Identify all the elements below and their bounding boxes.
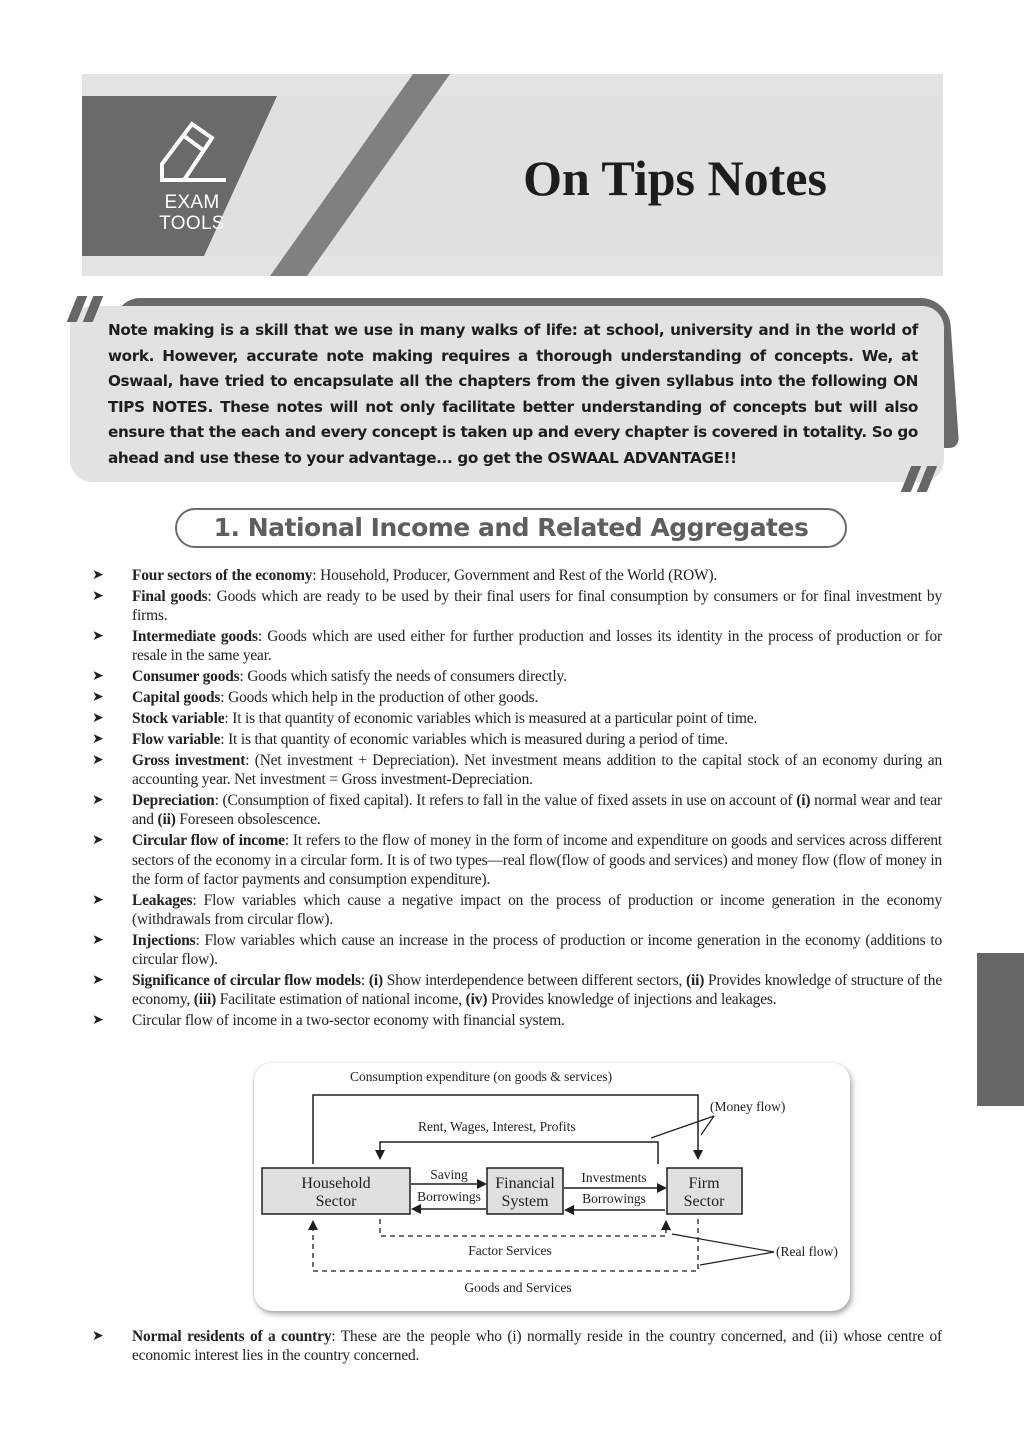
arrowhead-bullet-icon: ➤ <box>92 892 104 908</box>
term: Flow variable <box>132 730 221 748</box>
circular-flow-diagram <box>254 1063 850 1311</box>
definition: : Goods which are used either for further production and losses its identity in the process of production or for resale in the same year. <box>132 628 942 665</box>
exam-tools-badge <box>150 192 234 234</box>
definition: : (Consumption of fixed capital). It refers to fall in the value of fixed assets in use on account of <box>214 792 797 810</box>
chapter-heading <box>175 508 847 548</box>
household-label-2: Sector <box>315 1193 357 1210</box>
definition: Show interdependence between different sectors, <box>382 972 687 990</box>
saving-label: Saving <box>430 1167 468 1182</box>
arrowhead-bullet-icon: ➤ <box>92 711 104 727</box>
definition: Facilitate estimation of national income, <box>216 991 466 1009</box>
term: Depreciation <box>132 792 215 810</box>
definition: : It refers to the flow of money in the form of income and expenditure on goods and services across different sectors of the economy in a circular form. It is of two types—real flow(flow of goods and services) and money flow (flow of money in the form of factor payments and consumption expenditure). <box>132 832 942 888</box>
arrowhead-bullet-icon: ➤ <box>92 669 104 685</box>
definition: : It is that quantity of economic variables which is measured at a particular point of time. <box>224 710 758 728</box>
financial-label-2: System <box>501 1193 549 1210</box>
enum-marker: (iv) <box>465 991 488 1009</box>
arrowhead-bullet-icon: ➤ <box>92 1013 104 1029</box>
arrowhead-bullet-icon: ➤ <box>92 932 104 948</box>
firm-label-2: Sector <box>683 1193 725 1210</box>
arrowhead-bullet-icon: ➤ <box>92 833 104 849</box>
firm-label-1: Firm <box>688 1175 720 1192</box>
list-item <box>90 587 942 626</box>
list-item <box>90 1011 942 1030</box>
enum-marker: (ii) <box>686 972 705 990</box>
arrowhead-bullet-icon: ➤ <box>92 973 104 989</box>
list-item <box>90 751 942 790</box>
list-item <box>90 730 942 749</box>
arrowhead-bullet-icon: ➤ <box>92 690 104 706</box>
definition: normal wear and tear and <box>132 792 942 829</box>
definition: : Goods which help in the production of other goods. <box>220 689 539 707</box>
notes-list <box>90 566 942 1032</box>
list-item <box>90 891 942 930</box>
list-item <box>90 667 942 686</box>
term: Consumer goods <box>132 668 240 686</box>
badge-line-2: TOOLS <box>159 213 225 234</box>
real-flow-label: (Real flow) <box>776 1244 838 1259</box>
list-item <box>90 627 942 666</box>
term: Significance of circular flow models <box>132 972 361 990</box>
arrowhead-bullet-icon: ➤ <box>92 731 104 747</box>
quote-open-icon <box>66 296 106 322</box>
list-item <box>90 931 942 970</box>
chapter-title: 1. National Income and Related Aggregates <box>213 513 809 542</box>
term: Stock variable <box>132 710 225 728</box>
factor-services-label: Factor Services <box>468 1243 552 1258</box>
list-item <box>90 709 942 728</box>
arrowhead-bullet-icon: ➤ <box>92 752 104 768</box>
definition: : Goods which are ready to be used by their final users for final consumption by consumers or for final investment by firms. <box>132 587 942 625</box>
definition: : Flow variables which cause a negative impact on the process of production or income generation in the economy (withdrawals from circular flow). <box>132 891 942 928</box>
arrowhead-bullet-icon: ➤ <box>92 588 104 604</box>
term: Leakages <box>132 891 193 909</box>
intro-text: Note making is a skill that we use in many walks of life: at school, university and in the world of work. However, accurate note making requires a thorough understanding of concepts. We, at Oswaal, have tried to encapsulate all the chapters from the given syllabus into the following ON TIPS NOTES. These notes will not only facilitate better understanding of concepts but will also ensure that the each and every concept is taken up and every chapter is covered in totality. So go ahead and use these to your advantage... go get the OSWAAL ADVANTAGE!! <box>108 321 918 467</box>
arrowhead-bullet-icon: ➤ <box>92 568 104 583</box>
arrowhead-bullet-icon: ➤ <box>92 629 104 645</box>
term: Injections <box>132 931 196 949</box>
borrowings-right-label: Borrowings <box>582 1191 646 1206</box>
enum-marker: (ii) <box>157 811 176 829</box>
goods-services-label: Goods and Services <box>464 1280 572 1295</box>
definition: : (Net investment + Depreciation). Net investment means addition to the capital stock of an economy during an accounting year. Net investment = Gross investment-Depreciation. <box>132 751 942 789</box>
definition: : Household, Producer, Government and Rest of the World (ROW). <box>312 567 718 584</box>
definition: : It is that quantity of economic variables which is measured during a period of time. <box>220 730 728 748</box>
borrowings-left-label: Borrowings <box>417 1189 481 1204</box>
enum-marker: (i) <box>796 792 811 810</box>
pencil-icon <box>158 120 228 190</box>
term: Capital goods <box>132 689 221 707</box>
household-label-1: Household <box>301 1175 371 1192</box>
term: Normal residents of a country <box>132 1328 332 1345</box>
list-item <box>90 566 942 585</box>
financial-label-1: Financial <box>495 1175 555 1192</box>
definition: Provides knowledge of injections and leakages. <box>487 991 777 1009</box>
definition: : <box>360 972 369 990</box>
enum-marker: (iii) <box>193 991 217 1009</box>
term: Four sectors of the economy <box>132 567 313 584</box>
badge-line-1: EXAM <box>164 192 220 213</box>
rent-label: Rent, Wages, Interest, Profits <box>418 1119 576 1134</box>
term: Final goods <box>132 587 208 605</box>
term: Circular flow of income <box>132 832 285 850</box>
list-item <box>90 791 942 830</box>
arrowhead-bullet-icon: ➤ <box>92 1329 104 1344</box>
arrowhead-bullet-icon: ➤ <box>92 793 104 809</box>
definition: Foreseen obsolescence. <box>175 811 321 829</box>
money-flow-label: (Money flow) <box>710 1099 786 1114</box>
definition: : Goods which satisfy the needs of consumers directly. <box>239 668 567 686</box>
list-item <box>90 688 942 707</box>
page-title: On Tips Notes <box>523 150 827 206</box>
consumption-label: Consumption expenditure (on goods & services) <box>350 1069 613 1084</box>
list-item <box>90 1327 942 1366</box>
definition: : These are the people who (i) normally reside in the country concerned, and (ii) whose centre of economic interest lies in the country concerned. <box>132 1328 942 1365</box>
definition: : Flow variables which cause an increase in the process of production or income generation in the economy (additions to circular flow). <box>132 931 942 969</box>
definition: Provides knowledge of structure of the economy, <box>132 972 943 1009</box>
list-item <box>90 831 942 889</box>
enum-marker: (i) <box>368 972 383 990</box>
investments-label: Investments <box>581 1170 647 1185</box>
definition: Circular flow of income in a two-sector economy with financial system. <box>132 1012 565 1030</box>
list-item <box>90 971 942 1010</box>
chapter-side-tab <box>977 953 1024 1106</box>
term: Intermediate goods <box>132 628 258 646</box>
term: Gross investment <box>132 751 246 769</box>
notes-list-continued <box>90 1327 942 1367</box>
